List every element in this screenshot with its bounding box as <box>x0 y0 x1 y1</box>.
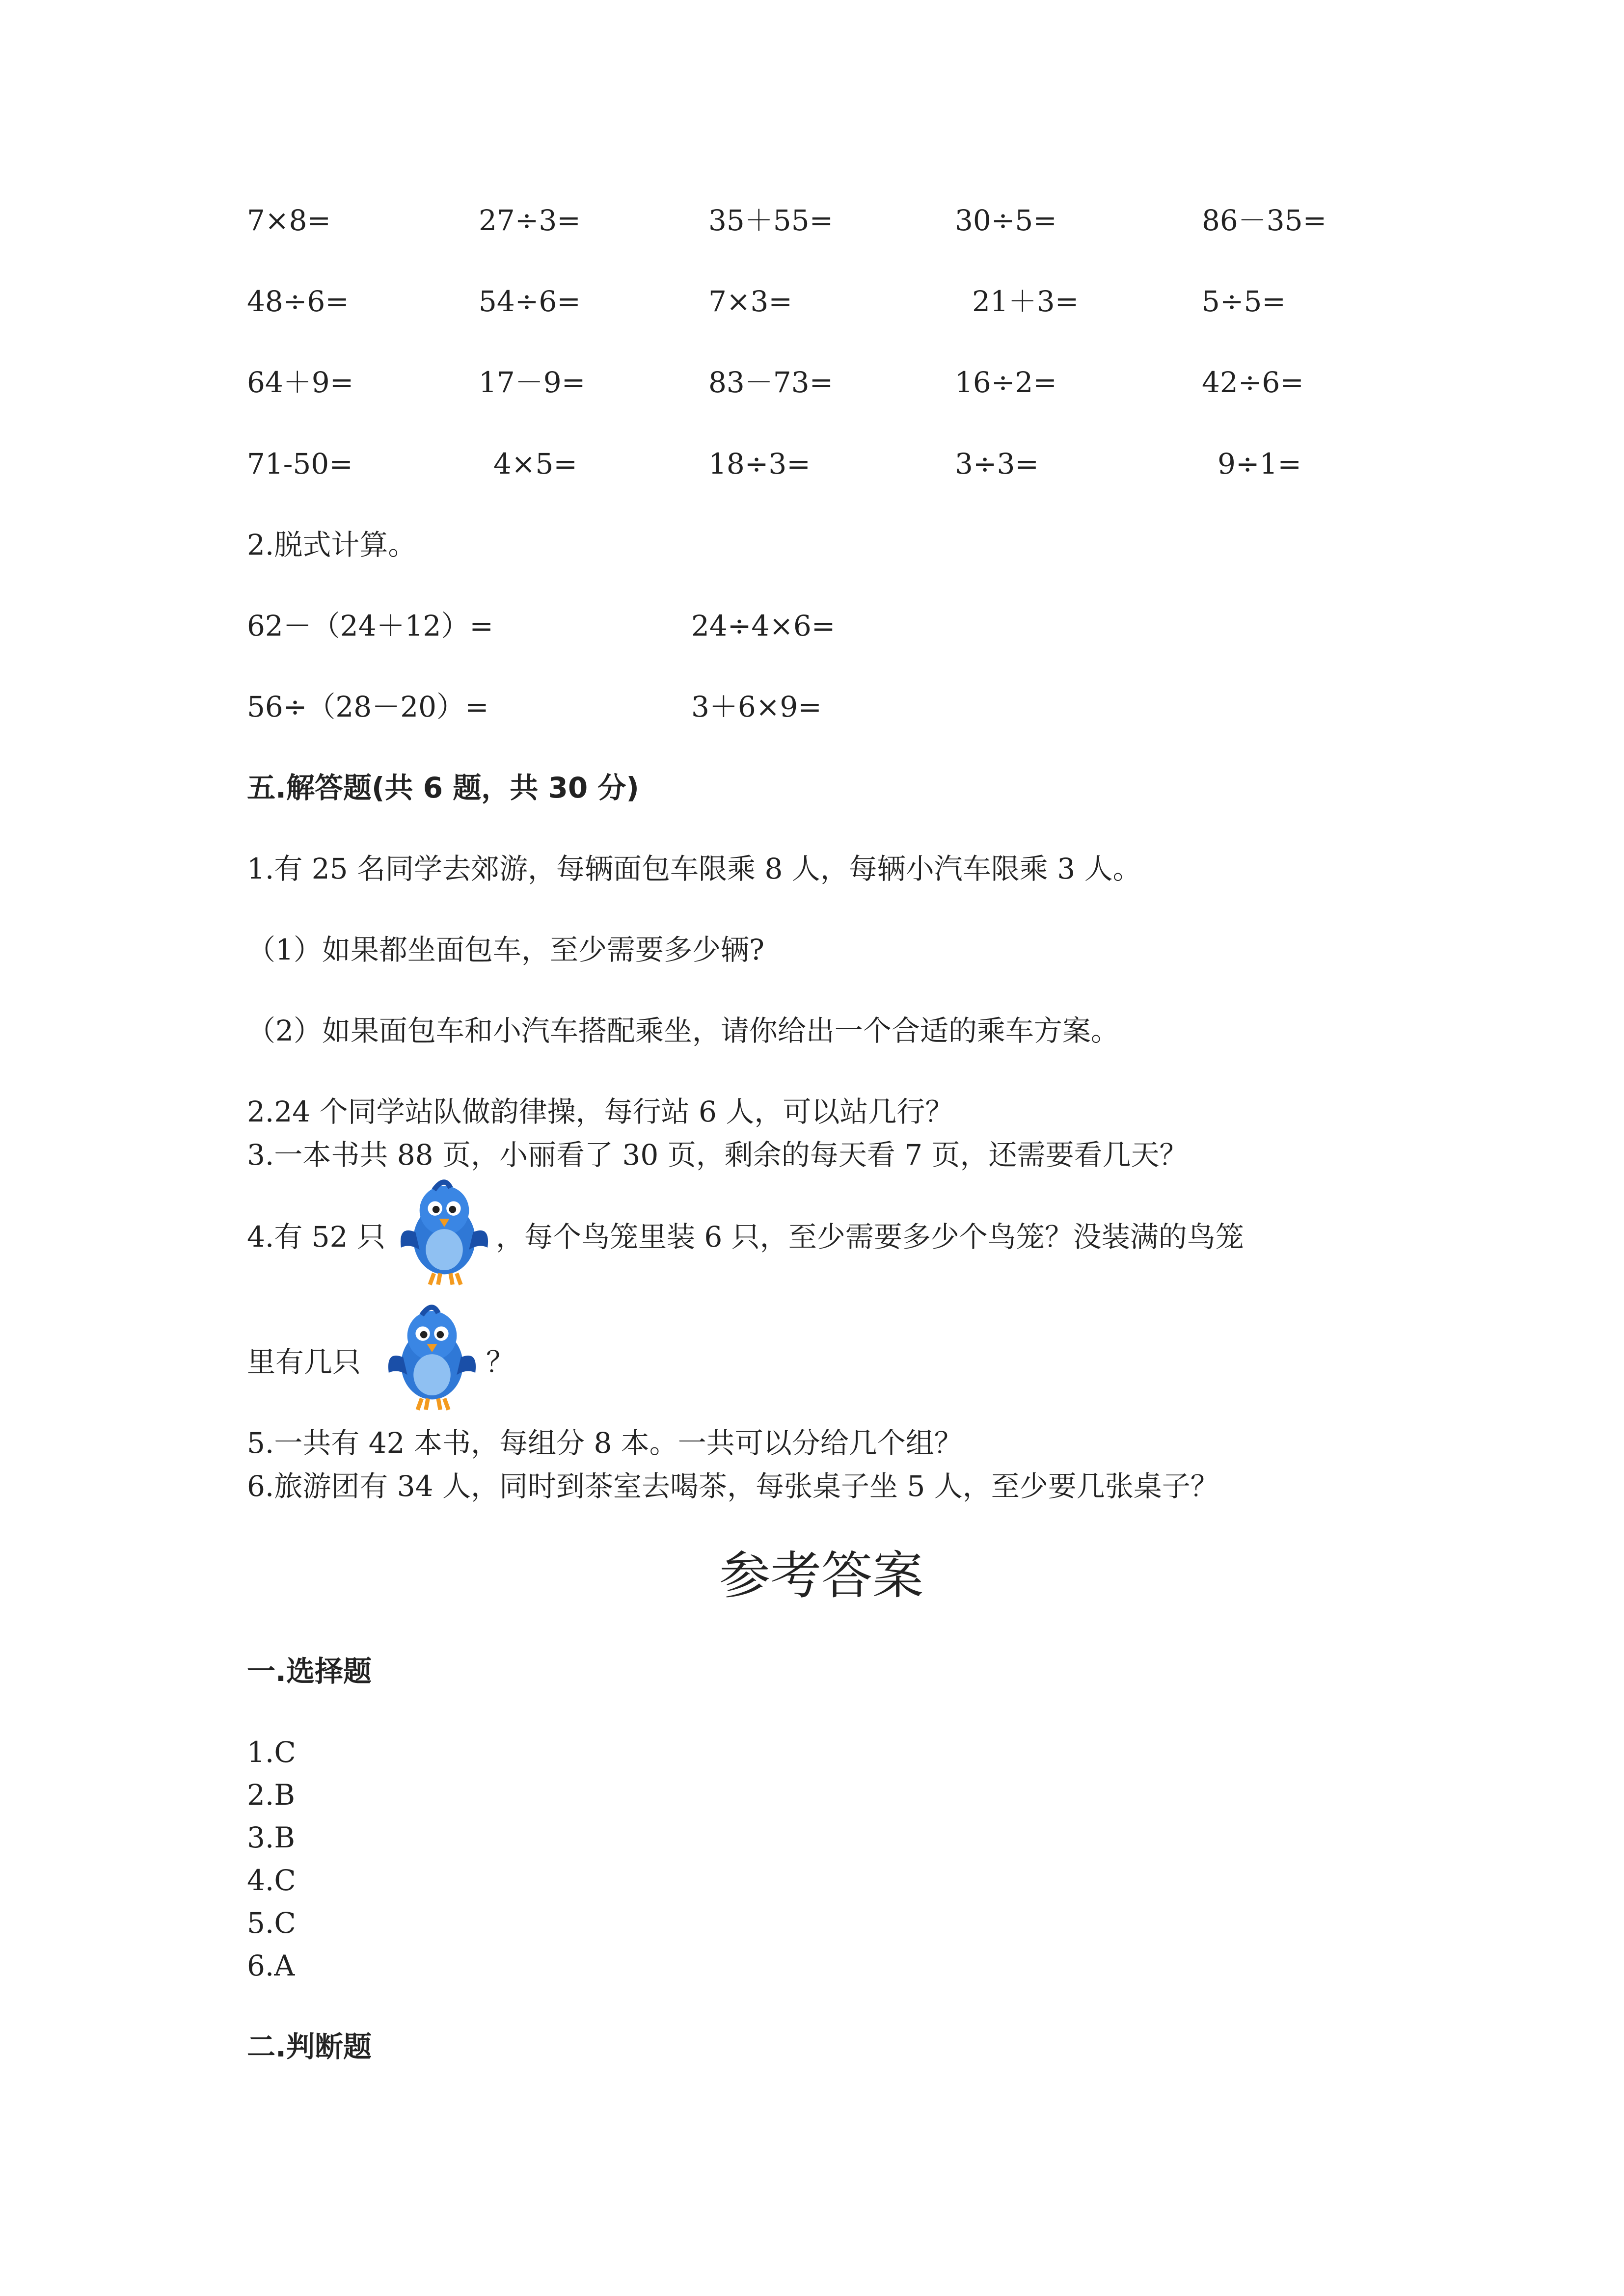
stepwise-item: 62－（24＋12）= <box>247 609 494 642</box>
calc-item: 7×3= <box>708 285 792 318</box>
calc-item: 83－73= <box>708 366 834 399</box>
question-1-part-1: （1）如果都坐面包车，至少需要多少辆? <box>247 933 764 966</box>
question-2: 2.24 个同学站队做韵律操，每行站 6 人，可以站几行？ <box>247 1095 954 1128</box>
calc-item: 5÷5= <box>1202 285 1286 318</box>
calc-item: 48÷6= <box>247 285 349 318</box>
answers-section-heading: 一.选择题 <box>247 1655 372 1688</box>
calc-item: 7×8= <box>247 204 331 237</box>
answer-item: 5.C <box>247 1906 296 1940</box>
answers-title: 参考答案 <box>719 1546 924 1605</box>
calc-item: 27÷3= <box>479 204 581 237</box>
calc-item: 3÷3= <box>955 447 1039 481</box>
question-1-part-2: （2）如果面包车和小汽车搭配乘坐，请你给出一个合适的乘车方案。 <box>247 1014 1119 1047</box>
answer-item: 4.C <box>247 1864 296 1897</box>
question-6: 6.旅游团有 34 人，同时到茶室去喝茶，每张桌子坐 5 人，至少要几张桌子？ <box>247 1469 1219 1503</box>
question-4-part-d: ？ <box>486 1345 515 1379</box>
calc-item: 30÷5= <box>955 204 1057 237</box>
question-4-part-b: ，每个鸟笼里装 6 只，至少需要多少个鸟笼？没装满的鸟笼 <box>496 1220 1244 1254</box>
question-3: 3.一本书共 88 页，小丽看了 30 页，剩余的每天看 7 页，还需要看几天？ <box>247 1138 1188 1172</box>
calc-item: 17－9= <box>479 366 586 399</box>
calc-item: 4×5= <box>493 447 577 481</box>
calc-item: 18÷3= <box>708 447 811 481</box>
calc-item: 21＋3= <box>972 285 1079 318</box>
stepwise-heading: 2.脱式计算。 <box>247 528 417 561</box>
answer-item: 6.A <box>247 1949 295 1982</box>
calc-item: 86－35= <box>1202 204 1327 237</box>
section-heading: 五.解答题(共 6 题，共 30 分) <box>247 771 639 804</box>
answers-section-heading: 二.判断题 <box>247 2030 372 2063</box>
question-5: 5.一共有 42 本书，每组分 8 本。一共可以分给几个组？ <box>247 1426 963 1460</box>
calc-item: 54÷6= <box>479 285 581 318</box>
question-4-part-a: 4.有 52 只 <box>247 1220 386 1254</box>
answer-item: 2.B <box>247 1778 295 1812</box>
calc-item: 42÷6= <box>1202 366 1304 399</box>
stepwise-item: 24÷4×6= <box>691 609 836 642</box>
blue-bird-icon <box>380 1301 484 1416</box>
calc-item: 35＋55= <box>708 204 834 237</box>
answer-item: 1.C <box>247 1735 296 1769</box>
stepwise-item: 3＋6×9= <box>691 690 822 723</box>
stepwise-item: 56÷（28－20）= <box>247 690 489 723</box>
question-1: 1.有 25 名同学去郊游，每辆面包车限乘 8 人，每辆小汽车限乘 3 人。 <box>247 852 1141 885</box>
calc-item: 9÷1= <box>1218 447 1301 481</box>
answer-item: 3.B <box>247 1821 295 1854</box>
question-4-part-c: 里有几只 <box>247 1345 361 1379</box>
blue-bird-icon <box>393 1175 496 1291</box>
calc-item: 16÷2= <box>955 366 1057 399</box>
calc-item: 71-50= <box>247 447 353 481</box>
calc-item: 64＋9= <box>247 366 354 399</box>
